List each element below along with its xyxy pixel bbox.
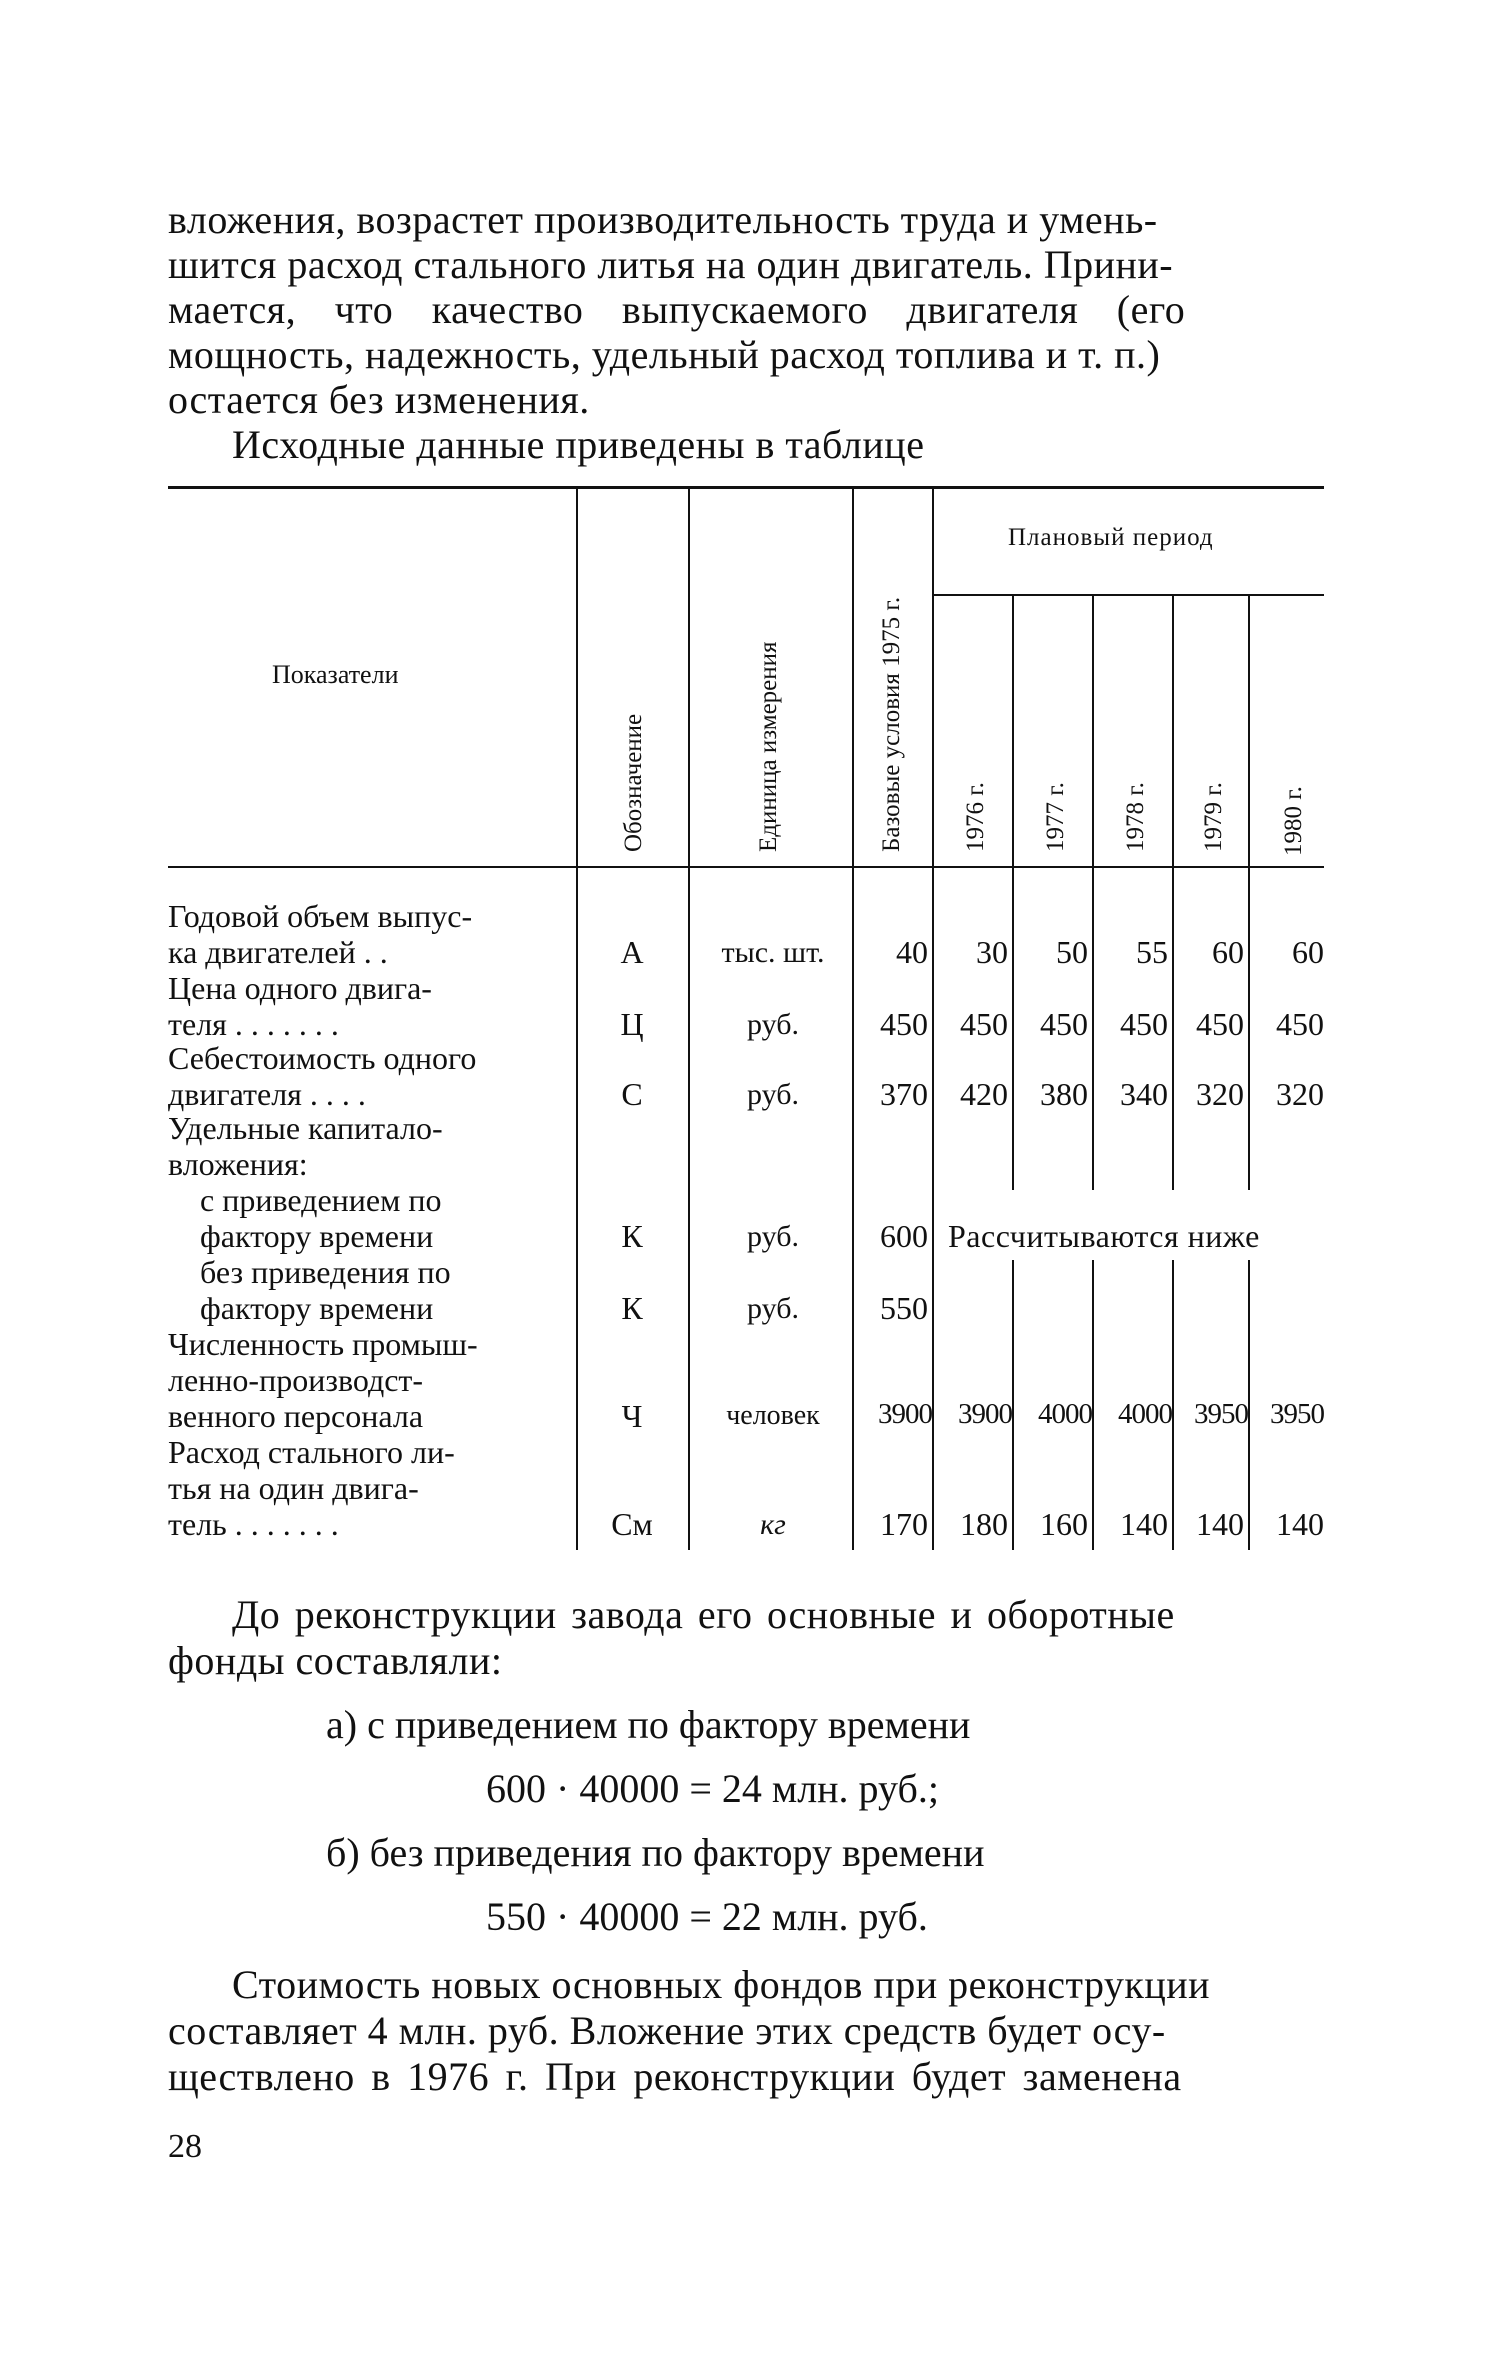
intro-line-6: Исходные данные приведены в таблице <box>232 422 925 467</box>
after-line-1: До реконструкции завода его основные и оборотные <box>232 1592 1175 1637</box>
cell-1978: 340 <box>1120 1076 1168 1112</box>
cell-1978: 450 <box>1120 1006 1168 1042</box>
table-row-label: с приведением по фактору времени <box>200 1182 442 1254</box>
intro-line-1: вложения, возрастет производительность труда и умень- <box>168 197 1158 242</box>
cell-1980: 3950 <box>1270 1398 1324 1430</box>
after-line-2: фонды составляли: <box>168 1638 503 1683</box>
row-unit: человек <box>726 1400 820 1431</box>
cell-1979: 3950 <box>1194 1398 1248 1430</box>
row-symbol: Ц <box>620 1006 644 1042</box>
header-col-line <box>1092 596 1094 866</box>
row-symbol: К <box>621 1290 643 1326</box>
cell-1980: 450 <box>1276 1006 1324 1042</box>
header-col-line <box>1172 596 1174 866</box>
table-top-rule <box>168 486 1324 489</box>
header-year-1977: 1977 г. <box>1042 782 1069 852</box>
table-row-label: Удельные капитало- вложения: <box>168 1110 443 1182</box>
cell-1980: 140 <box>1276 1506 1324 1542</box>
cell-base: 170 <box>880 1506 928 1542</box>
item-b-label: б) без приведения по фактору времени <box>326 1830 985 1875</box>
cell-1977: 50 <box>1056 934 1088 970</box>
header-col-line <box>688 488 690 866</box>
item-b-formula: 550 · 40000 = 22 млн. руб. <box>486 1894 928 1939</box>
table-row-label: Численность промыш- ленно-производст- венного персонала <box>168 1326 478 1434</box>
final-line-3: ществлено в 1976 г. При реконструкции будет заменена <box>168 2054 1182 2099</box>
header-unit: Единица измерения <box>755 641 782 852</box>
cell-1979: 450 <box>1196 1006 1244 1042</box>
cell-base: 450 <box>880 1006 928 1042</box>
row-symbol: А <box>620 934 644 970</box>
plan-period-rule <box>932 594 1324 596</box>
table-row-label: Расход стального ли- тья на один двига- тель . . . . . . . <box>168 1434 455 1542</box>
cell-1979: 320 <box>1196 1076 1244 1112</box>
intro-line-5: остается без изменения. <box>168 377 590 422</box>
merged-note: Рассчитываются ниже <box>948 1218 1260 1254</box>
table-row-label: Себестоимость одного двигателя . . . . <box>168 1040 477 1112</box>
cell-1980: 60 <box>1292 934 1324 970</box>
intro-line-3: мается, что качество выпускаемого двигателя (его <box>168 287 1186 332</box>
row-unit: руб. <box>747 1078 799 1111</box>
header-year-1980: 1980 г. <box>1280 786 1307 856</box>
row-symbol: Ч <box>621 1398 643 1434</box>
item-a-label: а) с приведением по фактору времени <box>326 1702 971 1747</box>
header-symbol: Обозначение <box>620 713 647 852</box>
final-line-1: Стоимость новых основных фондов при реконструкции <box>232 1962 1211 2007</box>
item-a-formula: 600 · 40000 = 24 млн. руб.; <box>486 1766 939 1811</box>
header-col-line <box>576 488 578 866</box>
row-unit: руб. <box>747 1220 799 1253</box>
cell-base: 550 <box>880 1290 928 1326</box>
cell-1977: 380 <box>1040 1076 1088 1112</box>
table-row-label: без приведения по фактору времени <box>200 1254 451 1326</box>
cell-1976: 450 <box>960 1006 1008 1042</box>
row-symbol: См <box>611 1506 653 1542</box>
body-col-line <box>688 868 690 1550</box>
cell-1980: 320 <box>1276 1076 1324 1112</box>
page-number: 28 <box>168 2128 202 2165</box>
table-row-label: Цена одного двига- теля . . . . . . . <box>168 970 432 1042</box>
intro-line-2: шится расход стального литья на один двигатель. Прини- <box>168 242 1174 287</box>
row-unit: руб. <box>747 1008 799 1041</box>
row-symbol: К <box>621 1218 643 1254</box>
header-col-line <box>1012 596 1014 866</box>
header-indicators: Показатели <box>272 660 399 689</box>
header-col-line <box>932 488 934 866</box>
cell-1976: 420 <box>960 1076 1008 1112</box>
cell-1977: 4000 <box>1038 1398 1092 1430</box>
row-unit: руб. <box>747 1292 799 1325</box>
cell-base: 3900 <box>878 1398 932 1430</box>
cell-1976: 180 <box>960 1506 1008 1542</box>
header-plan-period: Плановый период <box>1008 524 1214 551</box>
header-year-1976: 1976 г. <box>962 782 989 852</box>
header-col-line <box>852 488 854 866</box>
cell-1977: 160 <box>1040 1506 1088 1542</box>
cell-1978: 140 <box>1120 1506 1168 1542</box>
cell-1979: 140 <box>1196 1506 1244 1542</box>
cell-1976: 30 <box>976 934 1008 970</box>
header-year-1978: 1978 г. <box>1122 782 1149 852</box>
cell-1978: 4000 <box>1118 1398 1172 1430</box>
table-row-label: Годовой объем выпус- ка двигателей . . <box>168 898 473 970</box>
cell-base: 40 <box>896 934 928 970</box>
header-year-1979: 1979 г. <box>1200 782 1227 852</box>
intro-line-4: мощность, надежность, удельный расход топлива и т. п.) <box>168 332 1161 377</box>
row-unit: тыс. шт. <box>721 936 825 969</box>
header-bottom-rule <box>168 866 1324 868</box>
cell-1979: 60 <box>1212 934 1244 970</box>
final-line-2: составляет 4 млн. руб. Вложение этих средств будет осу- <box>168 2008 1166 2053</box>
cell-base: 600 <box>880 1218 928 1254</box>
header-base: Базовые условия 1975 г. <box>878 596 905 852</box>
row-unit: кг <box>760 1508 786 1541</box>
cell-1978: 55 <box>1136 934 1168 970</box>
cell-base: 370 <box>880 1076 928 1112</box>
header-col-line <box>1248 596 1250 866</box>
row-symbol: С <box>621 1076 643 1112</box>
cell-1976: 3900 <box>958 1398 1012 1430</box>
cell-1977: 450 <box>1040 1006 1088 1042</box>
